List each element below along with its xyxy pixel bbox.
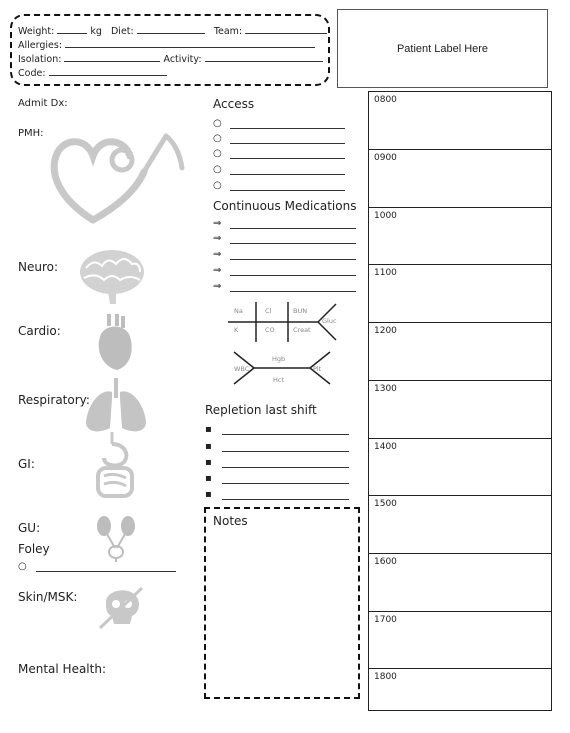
repletion-row-3[interactable] [205, 457, 351, 471]
foley-bullet: ○ [18, 561, 27, 572]
lab-creat: Creat [293, 326, 311, 334]
square-bullet: ▪ [205, 473, 212, 484]
access-row-1[interactable] [213, 118, 348, 132]
time-slot-1700[interactable] [368, 611, 552, 669]
skull-bone-icon [98, 584, 144, 630]
time-slot-1800[interactable] [368, 668, 552, 711]
info-row-4 [18, 66, 167, 79]
time-label: 1200 [374, 326, 397, 336]
arrow-icon: ⇒ [213, 233, 222, 244]
info-row-1 [18, 24, 327, 37]
time-slot-1400[interactable] [368, 438, 552, 496]
weight-label: Weight: [18, 26, 55, 37]
allergies-field[interactable] [65, 38, 315, 48]
lab-plt: Plt [313, 365, 322, 373]
time-slot-1500[interactable] [368, 495, 552, 554]
time-label: 1300 [374, 384, 397, 394]
arrow-icon: ⇒ [213, 281, 222, 292]
time-slot-1300[interactable] [368, 380, 552, 439]
access-bullet: ○ [213, 180, 222, 191]
time-label: 1500 [374, 499, 397, 509]
kidneys-icon [95, 516, 137, 562]
square-bullet: ▪ [205, 441, 212, 452]
time-slot-1600[interactable] [368, 553, 552, 612]
notes-heading: Notes [213, 514, 248, 528]
med-row-2[interactable] [213, 233, 359, 247]
info-row-2 [18, 38, 315, 51]
gi-label: GI: [18, 457, 35, 471]
lab-hgb: Hgb [272, 355, 286, 363]
patient-label-text: Patient Label Here [396, 42, 489, 55]
arrow-icon: ⇒ [213, 218, 222, 229]
med-row-3[interactable] [213, 249, 359, 263]
access-row-2[interactable] [213, 133, 348, 147]
repletion-row-2[interactable] [205, 441, 351, 455]
lungs-icon [84, 378, 148, 434]
lab-k: K [234, 326, 239, 334]
brain-icon [78, 248, 146, 304]
diet-field[interactable] [137, 24, 205, 34]
access-row-4[interactable] [213, 164, 348, 178]
foley-label: Foley [18, 542, 50, 556]
cont-meds-heading: Continuous Medications [213, 199, 357, 213]
square-bullet: ▪ [205, 457, 212, 468]
med-row-4[interactable] [213, 265, 359, 279]
lab-gluc: Gluc [322, 317, 337, 325]
lab-cl: Cl [265, 307, 272, 315]
skin-msk-label: Skin/MSK: [18, 590, 78, 604]
repletion-heading: Repletion last shift [205, 403, 317, 417]
time-label: 1400 [374, 442, 397, 452]
notes-box[interactable] [204, 507, 360, 699]
time-label: 0900 [374, 153, 397, 163]
time-label: 0800 [374, 95, 397, 105]
access-bullet: ○ [213, 148, 222, 159]
heart-stethoscope-icon [48, 128, 188, 224]
lab-co: CO [265, 326, 275, 334]
allergies-label: Allergies: [18, 40, 63, 51]
neuro-label: Neuro: [18, 260, 59, 274]
time-label: 1700 [374, 615, 397, 625]
access-row-3[interactable] [213, 148, 348, 162]
info-row-3 [18, 52, 323, 65]
access-bullet: ○ [213, 164, 222, 175]
activity-label: Activity: [163, 54, 202, 65]
time-slot-0800[interactable] [368, 91, 552, 150]
access-heading: Access [213, 97, 255, 111]
mental-health-label: Mental Health: [18, 662, 106, 676]
time-slot-1000[interactable] [368, 207, 552, 265]
patient-label-box[interactable] [337, 9, 548, 88]
isolation-label: Isolation: [18, 54, 62, 65]
time-label: 1600 [374, 557, 397, 567]
activity-field[interactable] [205, 52, 323, 62]
time-slot-0900[interactable] [368, 149, 552, 208]
kg-label: kg [90, 26, 102, 37]
lab-wbc: WBC [234, 365, 250, 373]
gi-tract-icon [94, 432, 136, 502]
square-bullet: ▪ [205, 424, 212, 435]
cardio-label: Cardio: [18, 324, 61, 338]
pmh-label: PMH: [18, 128, 44, 139]
access-row-5[interactable] [213, 180, 348, 194]
med-row-1[interactable] [213, 218, 359, 232]
repletion-row-1[interactable] [205, 424, 351, 438]
access-bullet: ○ [213, 118, 222, 129]
time-label: 1000 [374, 211, 397, 221]
gu-label: GU: [18, 521, 41, 535]
diet-label: Diet: [110, 26, 134, 37]
team-label: Team: [213, 26, 243, 37]
lab-na: Na [234, 307, 243, 315]
arrow-icon: ⇒ [213, 265, 222, 276]
team-field[interactable] [245, 24, 327, 34]
access-bullet: ○ [213, 133, 222, 144]
code-label: Code: [18, 68, 46, 79]
time-label: 1800 [374, 672, 397, 682]
repletion-row-4[interactable] [205, 473, 351, 487]
repletion-row-5[interactable] [205, 489, 351, 503]
time-slot-1100[interactable] [368, 264, 552, 323]
arrow-icon: ⇒ [213, 249, 222, 260]
med-row-5[interactable] [213, 281, 359, 295]
weight-field[interactable] [57, 24, 87, 34]
time-slot-1200[interactable] [368, 322, 552, 381]
lab-bun: BUN [293, 307, 308, 315]
isolation-field[interactable] [64, 52, 160, 62]
admit-dx-label: Admit Dx: [18, 98, 68, 109]
lab-hct: Hct [273, 376, 285, 384]
heart-organ-icon [95, 314, 135, 372]
code-field[interactable] [49, 66, 167, 76]
foley-line[interactable] [36, 571, 176, 572]
square-bullet: ▪ [205, 489, 212, 500]
respiratory-label: Respiratory: [18, 393, 90, 407]
time-label: 1100 [374, 268, 397, 278]
